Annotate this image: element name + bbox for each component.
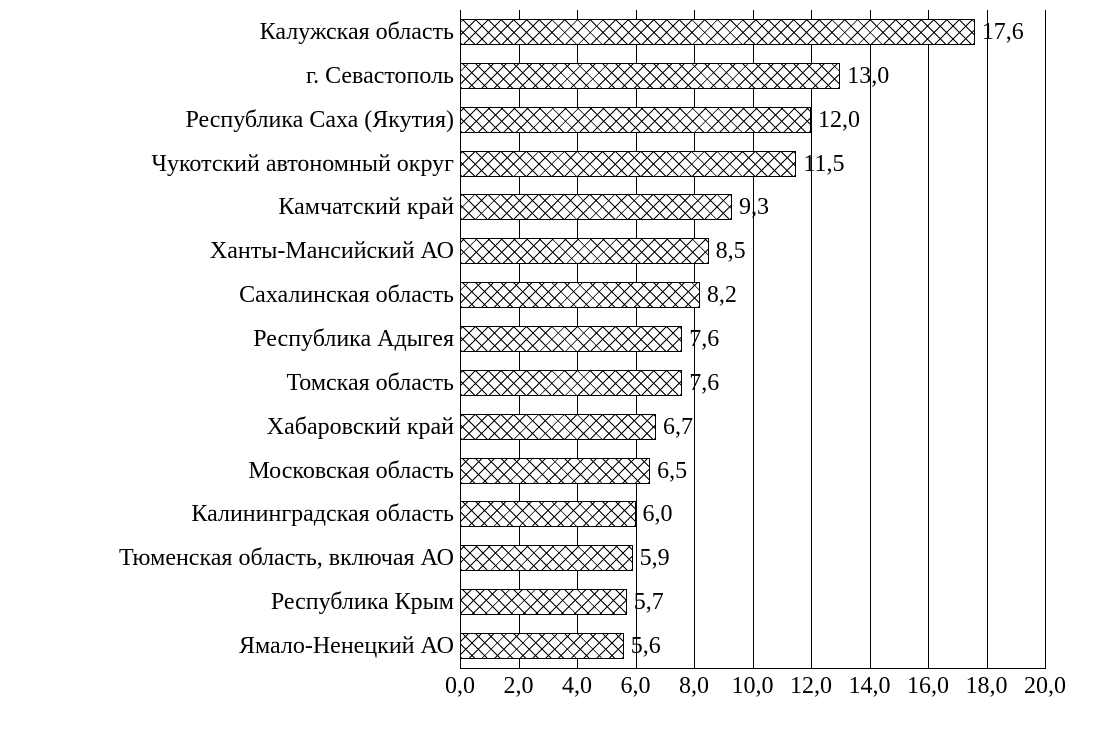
category-label: Чукотский автономный округ bbox=[151, 150, 454, 177]
bar bbox=[460, 63, 840, 89]
bar-row bbox=[119, 536, 1045, 580]
x-tick-label: 18,0 bbox=[965, 673, 1008, 699]
category-label: Московская область bbox=[248, 457, 454, 484]
category-label: Тюменская область, включая АО bbox=[119, 545, 454, 572]
bar-row bbox=[248, 449, 1045, 493]
x-tick-label: 0,0 bbox=[445, 673, 475, 699]
value-label: 5,6 bbox=[630, 632, 661, 659]
bar bbox=[460, 326, 682, 352]
category-label: Ханты-Мансийский АО bbox=[209, 238, 454, 265]
category-label: Ямало-Ненецкий АО bbox=[238, 632, 454, 659]
bar-row bbox=[286, 361, 1045, 405]
category-label: Республика Крым bbox=[270, 589, 454, 616]
value-label: 7,6 bbox=[689, 369, 720, 396]
value-label: 17,6 bbox=[981, 18, 1024, 45]
category-label: Сахалинская область bbox=[239, 282, 454, 309]
bar-row bbox=[239, 273, 1045, 317]
bar bbox=[460, 458, 650, 484]
x-tick-label: 6,0 bbox=[620, 673, 651, 699]
value-label: 7,6 bbox=[689, 325, 720, 352]
x-tick-label: 16,0 bbox=[907, 673, 949, 699]
value-label: 8,2 bbox=[706, 282, 737, 309]
bar-row bbox=[278, 185, 1045, 229]
bar bbox=[460, 151, 796, 177]
x-axis-line bbox=[460, 668, 1046, 669]
value-label: 6,5 bbox=[657, 457, 688, 484]
bar bbox=[460, 545, 633, 571]
bar bbox=[460, 194, 732, 220]
category-label: Камчатский край bbox=[278, 194, 454, 221]
bar-row bbox=[305, 54, 1045, 98]
bar-row bbox=[185, 98, 1045, 142]
bar-row bbox=[191, 492, 1045, 536]
value-label: 13,0 bbox=[847, 62, 890, 89]
bar bbox=[460, 107, 811, 133]
bar-row bbox=[270, 580, 1045, 624]
value-label: 9,3 bbox=[739, 194, 770, 221]
category-label: Хабаровский край bbox=[266, 413, 454, 440]
x-tick-label: 12,0 bbox=[790, 673, 832, 699]
bar-row bbox=[259, 10, 1045, 54]
value-label: 5,9 bbox=[639, 545, 670, 572]
category-label: Республика Саха (Якутия) bbox=[185, 106, 454, 133]
bar-row bbox=[238, 624, 1045, 668]
category-label: г. Севастополь bbox=[305, 62, 454, 89]
x-tick-label: 8,0 bbox=[679, 673, 709, 699]
x-tick-label: 14,0 bbox=[848, 673, 891, 699]
gridline bbox=[1045, 10, 1046, 668]
value-label: 12,0 bbox=[818, 106, 860, 133]
bar bbox=[460, 589, 627, 615]
bar-row bbox=[266, 405, 1045, 449]
category-label: Калужская область bbox=[259, 18, 454, 45]
value-label: 6,7 bbox=[662, 413, 693, 440]
bar bbox=[460, 238, 709, 264]
x-tick-label: 4,0 bbox=[562, 673, 592, 699]
bar-rows bbox=[119, 10, 1045, 668]
bar-row bbox=[253, 317, 1045, 361]
category-label: Калининградская область bbox=[191, 501, 454, 528]
bar bbox=[460, 501, 636, 527]
bar-row bbox=[151, 142, 1045, 186]
bar bbox=[460, 414, 656, 440]
value-label: 8,5 bbox=[715, 238, 746, 265]
bar-row bbox=[209, 229, 1045, 273]
bar bbox=[460, 282, 700, 308]
value-label: 5,7 bbox=[633, 589, 664, 616]
x-tick-label: 2,0 bbox=[503, 673, 534, 699]
x-tick-label: 10,0 bbox=[731, 673, 774, 699]
value-label: 11,5 bbox=[803, 150, 845, 177]
value-label: 6,0 bbox=[642, 501, 673, 528]
x-axis-ticks bbox=[445, 673, 1066, 708]
bar bbox=[460, 633, 624, 659]
bar bbox=[460, 19, 975, 45]
plot-area bbox=[119, 10, 1045, 668]
category-label: Республика Адыгея bbox=[253, 325, 454, 352]
bar bbox=[460, 370, 682, 396]
category-label: Томская область bbox=[286, 369, 454, 396]
x-tick-label: 20,0 bbox=[1024, 673, 1066, 699]
